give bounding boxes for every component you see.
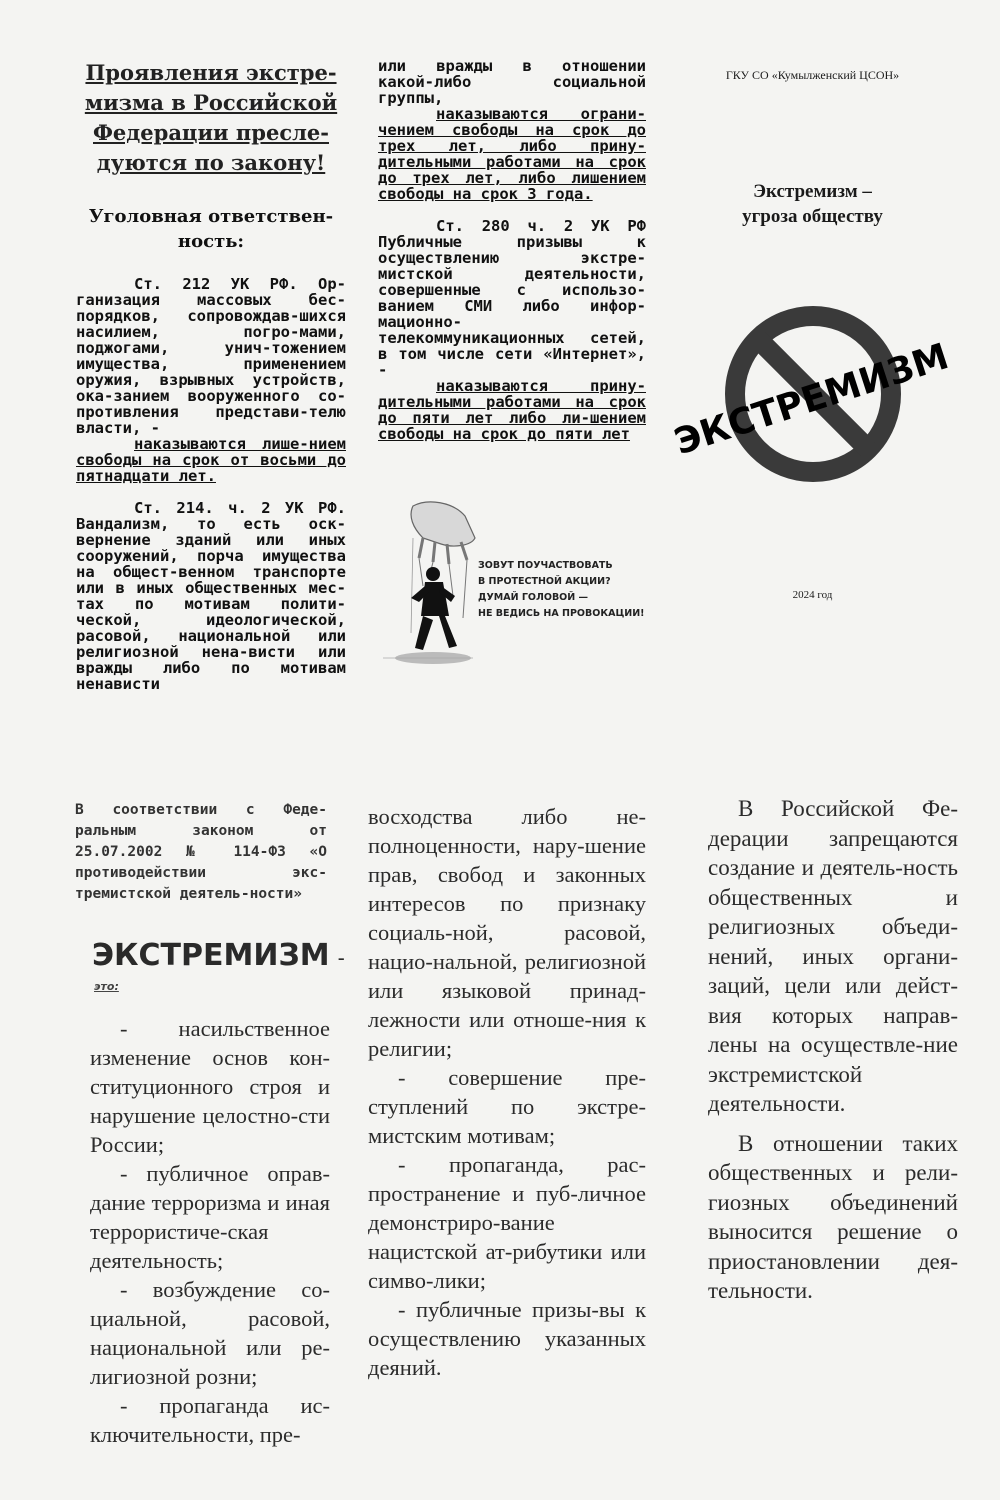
article-212-penalty: наказываются лише-нием свободы на срок от восьми до пятнадцати лет. (76, 435, 346, 485)
brochure-title (690, 179, 935, 229)
paragraph: В отношении таких общественных и рели-гиозных объединений выносится решение о приостановлении дея-тельности. (708, 1130, 958, 1303)
caption-line: В ПРОТЕСТНОЙ АКЦИИ? (478, 576, 611, 587)
organization-name: ГКУ СО «Кумылженский ЦСОН» (725, 68, 900, 82)
federal-law-intro: В соответствии с Феде-ральным законом от 25.07.2002 № 114-ФЗ «О противодействии экс-тремистской деятель-ности» (75, 802, 327, 902)
definition-list-left (90, 1014, 330, 1449)
illustration-caption (478, 558, 653, 622)
prohibition-sign-icon (669, 299, 954, 489)
list-item: - насильственное изменение основ кон-ституционного строя и нарушение целостно-сти России; (90, 1016, 330, 1157)
list-item: - пропаганда ис-ключительности, пре- (90, 1393, 330, 1447)
panel-left-title: Проявления экстре-мизма в Российской Федерации пресле-дуются по закону! (84, 60, 338, 175)
prohibition-text (708, 794, 958, 1306)
definition-label: это: (94, 980, 119, 993)
article-214-penalty: наказываются ограни-чением свободы на срок до трех лет, либо прину-дительными работами на срок до трех лет, либо лишением свободы на срок 3 года. (378, 105, 646, 203)
caption-line: ЗОВУТ ПОУЧАСТВОВАТЬ (478, 560, 613, 571)
article-280-penalty: наказываются прину-дительными работами на срок до пяти лет либо ли-шением свободы на срок до пяти лет (378, 377, 646, 443)
heading-dash: - (337, 946, 345, 970)
criminal-liability-heading: Уголовная ответствен-ность: (88, 206, 334, 252)
article-214-text: Ст. 214. ч. 2 УК РФ. Вандализм, то есть оск-вернение зданий или иных сооружений, порча имущества на общест-венном транспорте или в иных общественных мес-тах по мотивам полити-ческой, идеологической, расовой, национальной или религиозной нена-висти или вражды либо по мотивам ненависти (76, 499, 346, 693)
brochure-title-line: Экстремизм – (753, 181, 872, 202)
list-item: восходства либо не-полноценности, нару-шение прав, свобод и законных интересов по признаку социаль-ной, расовой, нацио-нальной, религиозной или языковой принад-лежности или отноше-ния к религии; (368, 804, 646, 1061)
list-item: - публичные призы-вы к осуществлению указанных деяний. (368, 1297, 646, 1380)
article-214-continuation: или вражды в отношении какой-либо социальной группы, (378, 57, 646, 107)
publication-year: 2024 год (792, 589, 833, 601)
paragraph: В Российской Фе-дерации запрещаются создание и деятель-ность общественных и религиозных объеди-нений, иных органи-заций, цели или дейст-вия которых направ-лены на осуществле-ние экстремистской деятельности. (708, 796, 958, 1116)
article-212-text: Ст. 212 УК РФ. Ор-ганизация массовых бес-порядков, сопровождав-шихся насилием, погро-мами, поджогами, унич-тожением имущества, применением оружия, взрывных устройств, ока-занием вооруженного со-противления представи-телю власти, - (76, 275, 346, 437)
panel-left (76, 58, 346, 692)
list-item: - публичное оправ-дание терроризма и иная террористиче-ская деятельность; (90, 1161, 330, 1273)
brochure-title-line: угроза обществу (742, 206, 883, 227)
extremism-heading (92, 938, 345, 973)
caption-line: НЕ ВЕДИСЬ НА ПРОВОКАЦИИ! (478, 608, 645, 619)
article-280-text: Ст. 280 ч. 2 УК РФ Публичные призывы к осуществлению экстре-мистской деятельности, совершенные с использо-ванием СМИ либо инфор-мационно-телекоммуникационных сетей, в том числе сети «Интернет», - (378, 217, 646, 379)
extremism-heading-text: ЭКСТРЕМИЗМ (92, 938, 330, 973)
list-item: - совершение пре-ступлений по экстре-мистским мотивам; (368, 1065, 646, 1148)
panel-middle (378, 58, 646, 442)
definition-list-middle (368, 802, 646, 1382)
list-item: - пропаганда, рас-пространение и пуб-личное демонстриро-вание нацистской ат-рибутики или симво-лики; (368, 1152, 646, 1293)
logo-text: ЭКСТРЕМИЗМ (669, 336, 954, 464)
caption-line: ДУМАЙ ГОЛОВОЙ — (478, 592, 589, 603)
panel-cover (669, 58, 954, 601)
list-item: - возбуждение со-циальной, расовой, национальной или ре-лигиозной розни; (90, 1277, 330, 1389)
